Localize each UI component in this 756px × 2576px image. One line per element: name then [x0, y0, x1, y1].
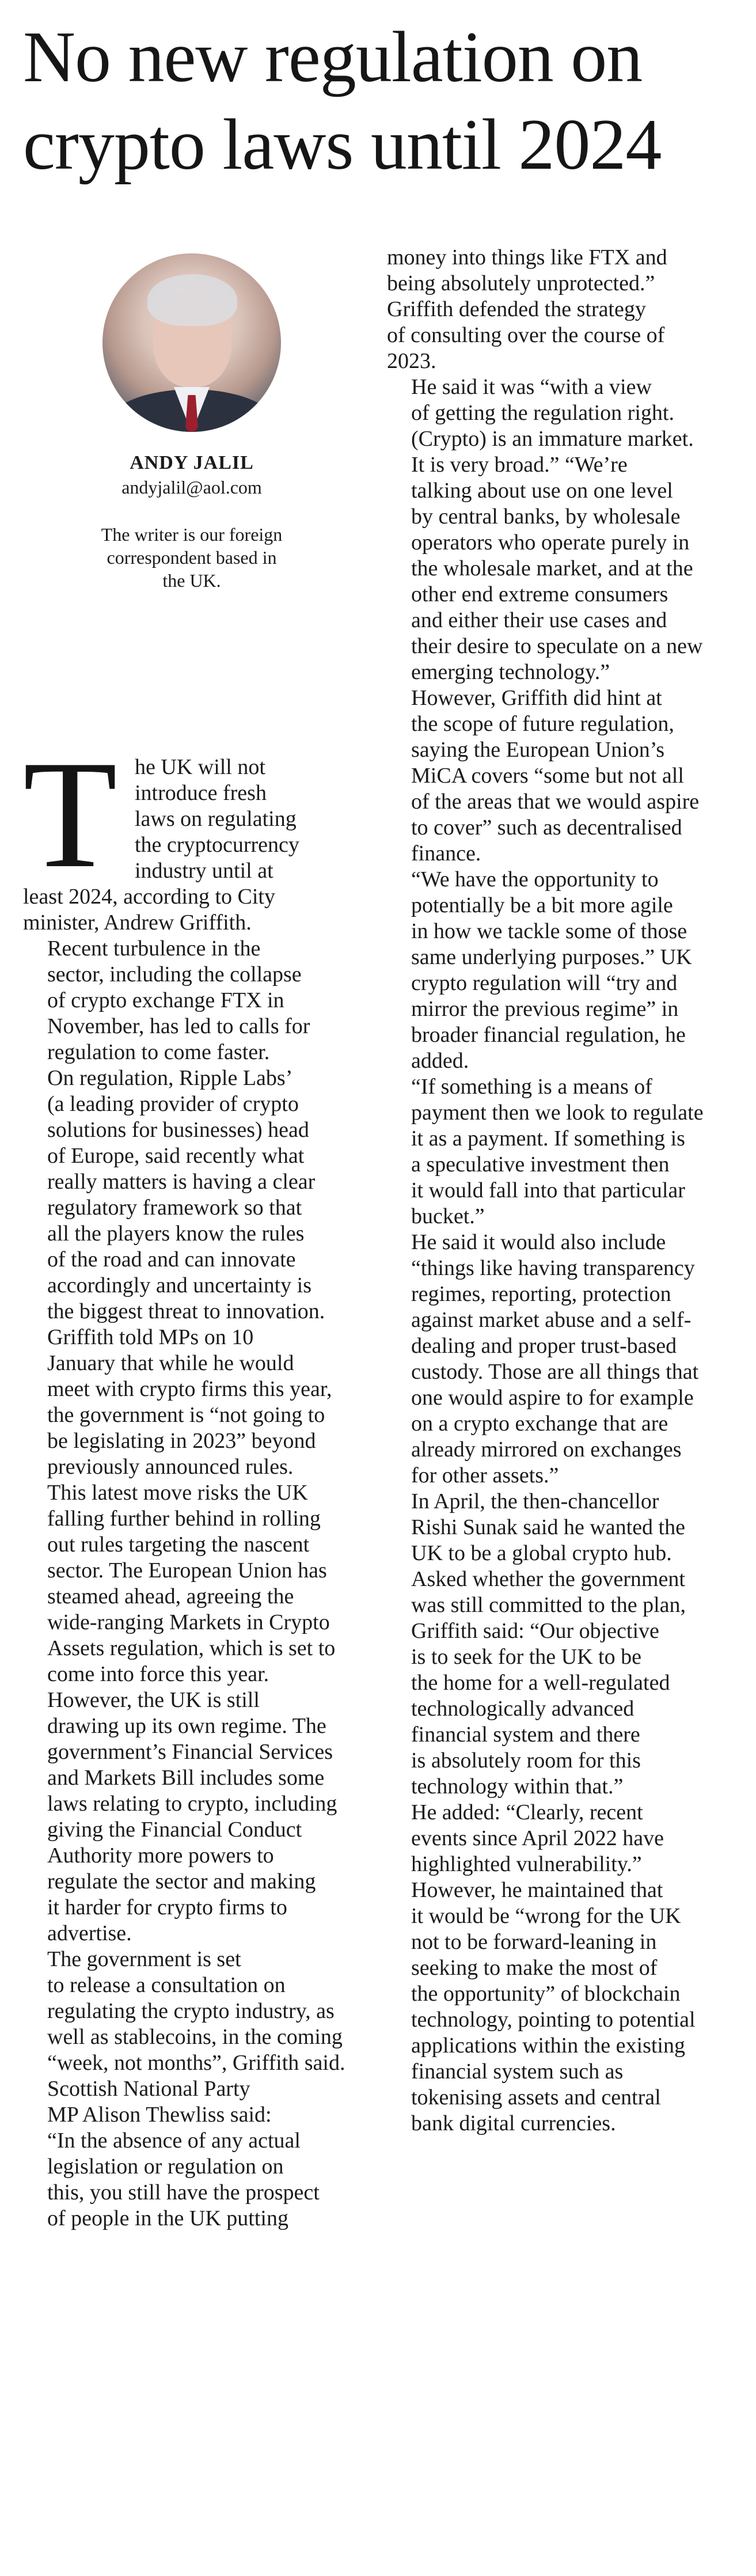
headline: [23, 14, 737, 189]
text-line: the home for a well-regulated: [411, 1671, 670, 1695]
paragraph: [387, 245, 738, 374]
text-line: of the areas that we would aspire: [411, 790, 700, 814]
text-line: laws on regulating: [135, 807, 297, 831]
text-line: regulate the sector and making: [47, 1869, 316, 1894]
text-line: operators who operate purely in: [411, 530, 690, 555]
text-line: industry until at: [135, 859, 273, 883]
text-line: highlighted vulnerability.”: [411, 1852, 642, 1876]
text-line: talking about use on one level: [411, 479, 673, 503]
text-line: sector, including the collapse: [47, 962, 302, 987]
text-line: wide-ranging Markets in Crypto: [47, 1610, 330, 1634]
text-line: least 2024, according to City: [23, 885, 275, 909]
text-line: potentially be a bit more agile: [411, 893, 673, 917]
text-line: the government is “not going to: [47, 1403, 325, 1427]
text-line: against market abuse and a self-: [411, 1308, 692, 1332]
author-bio-line: The writer is our foreign: [101, 524, 283, 545]
text-line: finance.: [411, 841, 481, 866]
text-line: advertise.: [47, 1921, 132, 1945]
text-line: However, the UK is still: [47, 1688, 260, 1712]
text-line: all the players know the rules: [47, 1221, 305, 1246]
text-line: in how we tackle some of those: [411, 919, 687, 943]
article-column-2: [387, 245, 738, 2137]
text-line: was still committed to the plan,: [411, 1593, 686, 1617]
text-line: accordingly and uncertainty is: [47, 1273, 312, 1298]
text-line: introduce fresh: [135, 781, 267, 805]
text-line: Assets regulation, which is set to: [47, 1636, 336, 1660]
text-line: it would fall into that particular: [411, 1178, 685, 1202]
text-line: legislation or regulation on: [47, 2154, 284, 2179]
text-line: meet with crypto firms this year,: [47, 1377, 332, 1401]
text-line: come into force this year.: [47, 1662, 269, 1686]
text-line: November, has led to calls for: [47, 1014, 310, 1038]
text-line: regimes, reporting, protection: [411, 1282, 671, 1306]
text-line: of people in the UK putting: [47, 2206, 288, 2230]
text-line: minister, Andrew Griffith.: [23, 910, 252, 935]
text-line: their desire to speculate on a new: [411, 634, 703, 658]
text-line: He said it would also include: [411, 1230, 666, 1254]
text-line: of crypto exchange FTX in: [47, 988, 284, 1012]
text-line: regulating the crypto industry, as: [47, 1999, 335, 2023]
text-line: financial system and there: [411, 1723, 640, 1747]
text-line: In April, the then-chancellor: [411, 1489, 659, 1513]
text-line: of getting the regulation right.: [411, 401, 674, 425]
text-line: government’s Financial Services: [47, 1740, 333, 1764]
author-photo: [102, 253, 281, 432]
text-line: of the road and can innovate: [47, 1247, 296, 1272]
text-line: of Europe, said recently what: [47, 1144, 305, 1168]
text-line: He said it was “with a view: [411, 375, 652, 399]
text-line: solutions for businesses) head: [47, 1118, 309, 1142]
paragraph: [23, 2076, 371, 2232]
author-email: andyjalil@aol.com: [121, 477, 262, 498]
drop-cap: T: [23, 729, 117, 900]
text-line: it as a payment. If something is: [411, 1126, 685, 1151]
text-line: out rules targeting the nascent: [47, 1532, 310, 1557]
text-line: “week, not months”, Griffith said.: [47, 2051, 345, 2075]
paragraph: [387, 1230, 738, 1489]
text-line: it harder for crypto firms to: [47, 1895, 287, 1919]
text-line: dealing and proper trust-based: [411, 1334, 677, 1358]
text-line: MiCA covers “some but not all: [411, 764, 684, 788]
text-line: Scottish National Party: [47, 2077, 250, 2101]
text-line: tokenising assets and central: [411, 2085, 661, 2110]
text-line: sector. The European Union has: [47, 1558, 327, 1583]
paragraph: [23, 1687, 371, 1947]
text-line: added.: [411, 1049, 469, 1073]
paragraph: [23, 1325, 371, 1480]
text-line: This latest move risks the UK: [47, 1481, 308, 1505]
text-line: by central banks, by wholesale: [411, 504, 681, 529]
text-line: financial system such as: [411, 2059, 624, 2084]
text-line: the scope of future regulation,: [411, 712, 674, 736]
paragraph: [387, 685, 738, 867]
text-line: UK to be a global crypto hub.: [411, 1541, 672, 1565]
author-bio-line: correspondent based in: [107, 547, 277, 568]
paragraph: [387, 1489, 738, 1800]
text-line: falling further behind in rolling: [47, 1507, 321, 1531]
text-line: drawing up its own regime. The: [47, 1714, 326, 1738]
text-line: technologically advanced: [411, 1697, 635, 1721]
text-line: be legislating in 2023” beyond: [47, 1429, 316, 1453]
text-line: on a crypto exchange that are: [411, 1412, 668, 1436]
text-line: 2023.: [387, 349, 436, 373]
text-line: one would aspire to for example: [411, 1386, 694, 1410]
text-line: really matters is having a clear: [47, 1170, 316, 1194]
text-line: It is very broad.” “We’re: [411, 453, 628, 477]
paragraph: [387, 1074, 738, 1230]
text-line: and either their use cases and: [411, 608, 667, 632]
text-line: bucket.”: [411, 1204, 485, 1228]
text-line: Griffith told MPs on 10: [47, 1325, 254, 1349]
text-line: applications within the existing: [411, 2034, 685, 2058]
text-line: other end extreme consumers: [411, 582, 668, 606]
text-line: it would be “wrong for the UK: [411, 1904, 681, 1928]
text-line: previously announced rules.: [47, 1455, 294, 1479]
article-column-1: [23, 729, 371, 2232]
text-line: already mirrored on exchanges: [411, 1437, 682, 1462]
text-line: “things like having transparency: [411, 1256, 695, 1280]
text-line: is to seek for the UK to be: [411, 1645, 641, 1669]
paragraph: [387, 1800, 738, 2137]
text-line: events since April 2022 have: [411, 1826, 664, 1850]
text-line: same underlying purposes.” UK: [411, 945, 692, 969]
author-bio: [29, 523, 355, 592]
paragraph: [387, 867, 738, 1074]
text-line: to release a consultation on: [47, 1973, 286, 1997]
text-line: He added: “Clearly, recent: [411, 1800, 643, 1824]
text-line: the biggest threat to innovation.: [47, 1299, 325, 1323]
text-line: Authority more powers to: [47, 1843, 274, 1868]
text-line: to cover” such as decentralised: [411, 815, 682, 840]
text-line: Asked whether the government: [411, 1567, 685, 1591]
text-line: crypto regulation will “try and: [411, 971, 678, 995]
text-line: bank digital currencies.: [411, 2111, 616, 2135]
paragraph: [387, 452, 738, 685]
text-line: technology, pointing to potential: [411, 2008, 696, 2032]
text-line: laws relating to crypto, including: [47, 1792, 337, 1816]
text-line: saying the European Union’s: [411, 738, 665, 762]
text-line: technology within that.”: [411, 1774, 624, 1799]
text-line: steamed ahead, agreeing the: [47, 1584, 294, 1608]
text-line: regulation to come faster.: [47, 1040, 270, 1064]
text-line: of consulting over the course of: [387, 323, 665, 347]
text-line: custody. Those are all things that: [411, 1360, 699, 1384]
text-line: (Crypto) is an immature market.: [411, 427, 694, 451]
text-line: a speculative investment then: [411, 1152, 670, 1177]
text-line: being absolutely unprotected.”: [387, 271, 655, 295]
text-line: “If something is a means of: [411, 1075, 652, 1099]
text-line: Recent turbulence in the: [47, 936, 261, 961]
text-line: he UK will not: [135, 755, 265, 779]
text-line: is absolutely room for this: [411, 1748, 641, 1773]
text-line: (a leading provider of crypto: [47, 1092, 299, 1116]
text-line: emerging technology.”: [411, 660, 610, 684]
paragraph: [23, 1480, 371, 1687]
text-line: seeking to make the most of: [411, 1956, 658, 1980]
text-line: “We have the opportunity to: [411, 867, 659, 891]
headline-line: No new regulation on: [23, 17, 643, 97]
text-line: Griffith defended the strategy: [387, 297, 646, 321]
text-line: regulatory framework so that: [47, 1196, 302, 1220]
text-line: mirror the previous regime” in: [411, 997, 679, 1021]
text-line: the cryptocurrency: [135, 833, 299, 857]
text-line: the wholesale market, and at the: [411, 556, 693, 581]
text-line: the opportunity” of blockchain: [411, 1982, 681, 2006]
text-line: On regulation, Ripple Labs’: [47, 1066, 293, 1090]
text-line: payment then we look to regulate: [411, 1101, 704, 1125]
text-line: The government is set: [47, 1947, 241, 1971]
text-line: However, he maintained that: [411, 1878, 663, 1902]
paragraph: [23, 936, 371, 1065]
author-name: ANDY JALIL: [130, 452, 254, 473]
paragraph: [23, 1947, 371, 2076]
author-bio-line: the UK.: [162, 570, 221, 591]
text-line: Griffith said: “Our objective: [411, 1619, 659, 1643]
text-line: MP Alison Thewliss said:: [47, 2103, 272, 2127]
text-line: broader financial regulation, he: [411, 1023, 686, 1047]
text-line: for other assets.”: [411, 1463, 559, 1488]
text-line: “In the absence of any actual: [47, 2129, 301, 2153]
text-line: Rishi Sunak said he wanted the: [411, 1515, 685, 1539]
text-line: January that while he would: [47, 1351, 294, 1375]
text-line: this, you still have the prospect: [47, 2180, 320, 2205]
paragraph: [23, 1065, 371, 1325]
text-line: giving the Financial Conduct: [47, 1818, 302, 1842]
text-line: However, Griffith did hint at: [411, 686, 662, 710]
paragraph: [387, 374, 738, 452]
text-line: money into things like FTX and: [387, 245, 667, 270]
text-line: well as stablecoins, in the coming: [47, 2025, 343, 2049]
headline-line: crypto laws until 2024: [23, 105, 662, 185]
text-line: not to be forward-leaning in: [411, 1930, 657, 1954]
text-line: and Markets Bill includes some: [47, 1766, 325, 1790]
